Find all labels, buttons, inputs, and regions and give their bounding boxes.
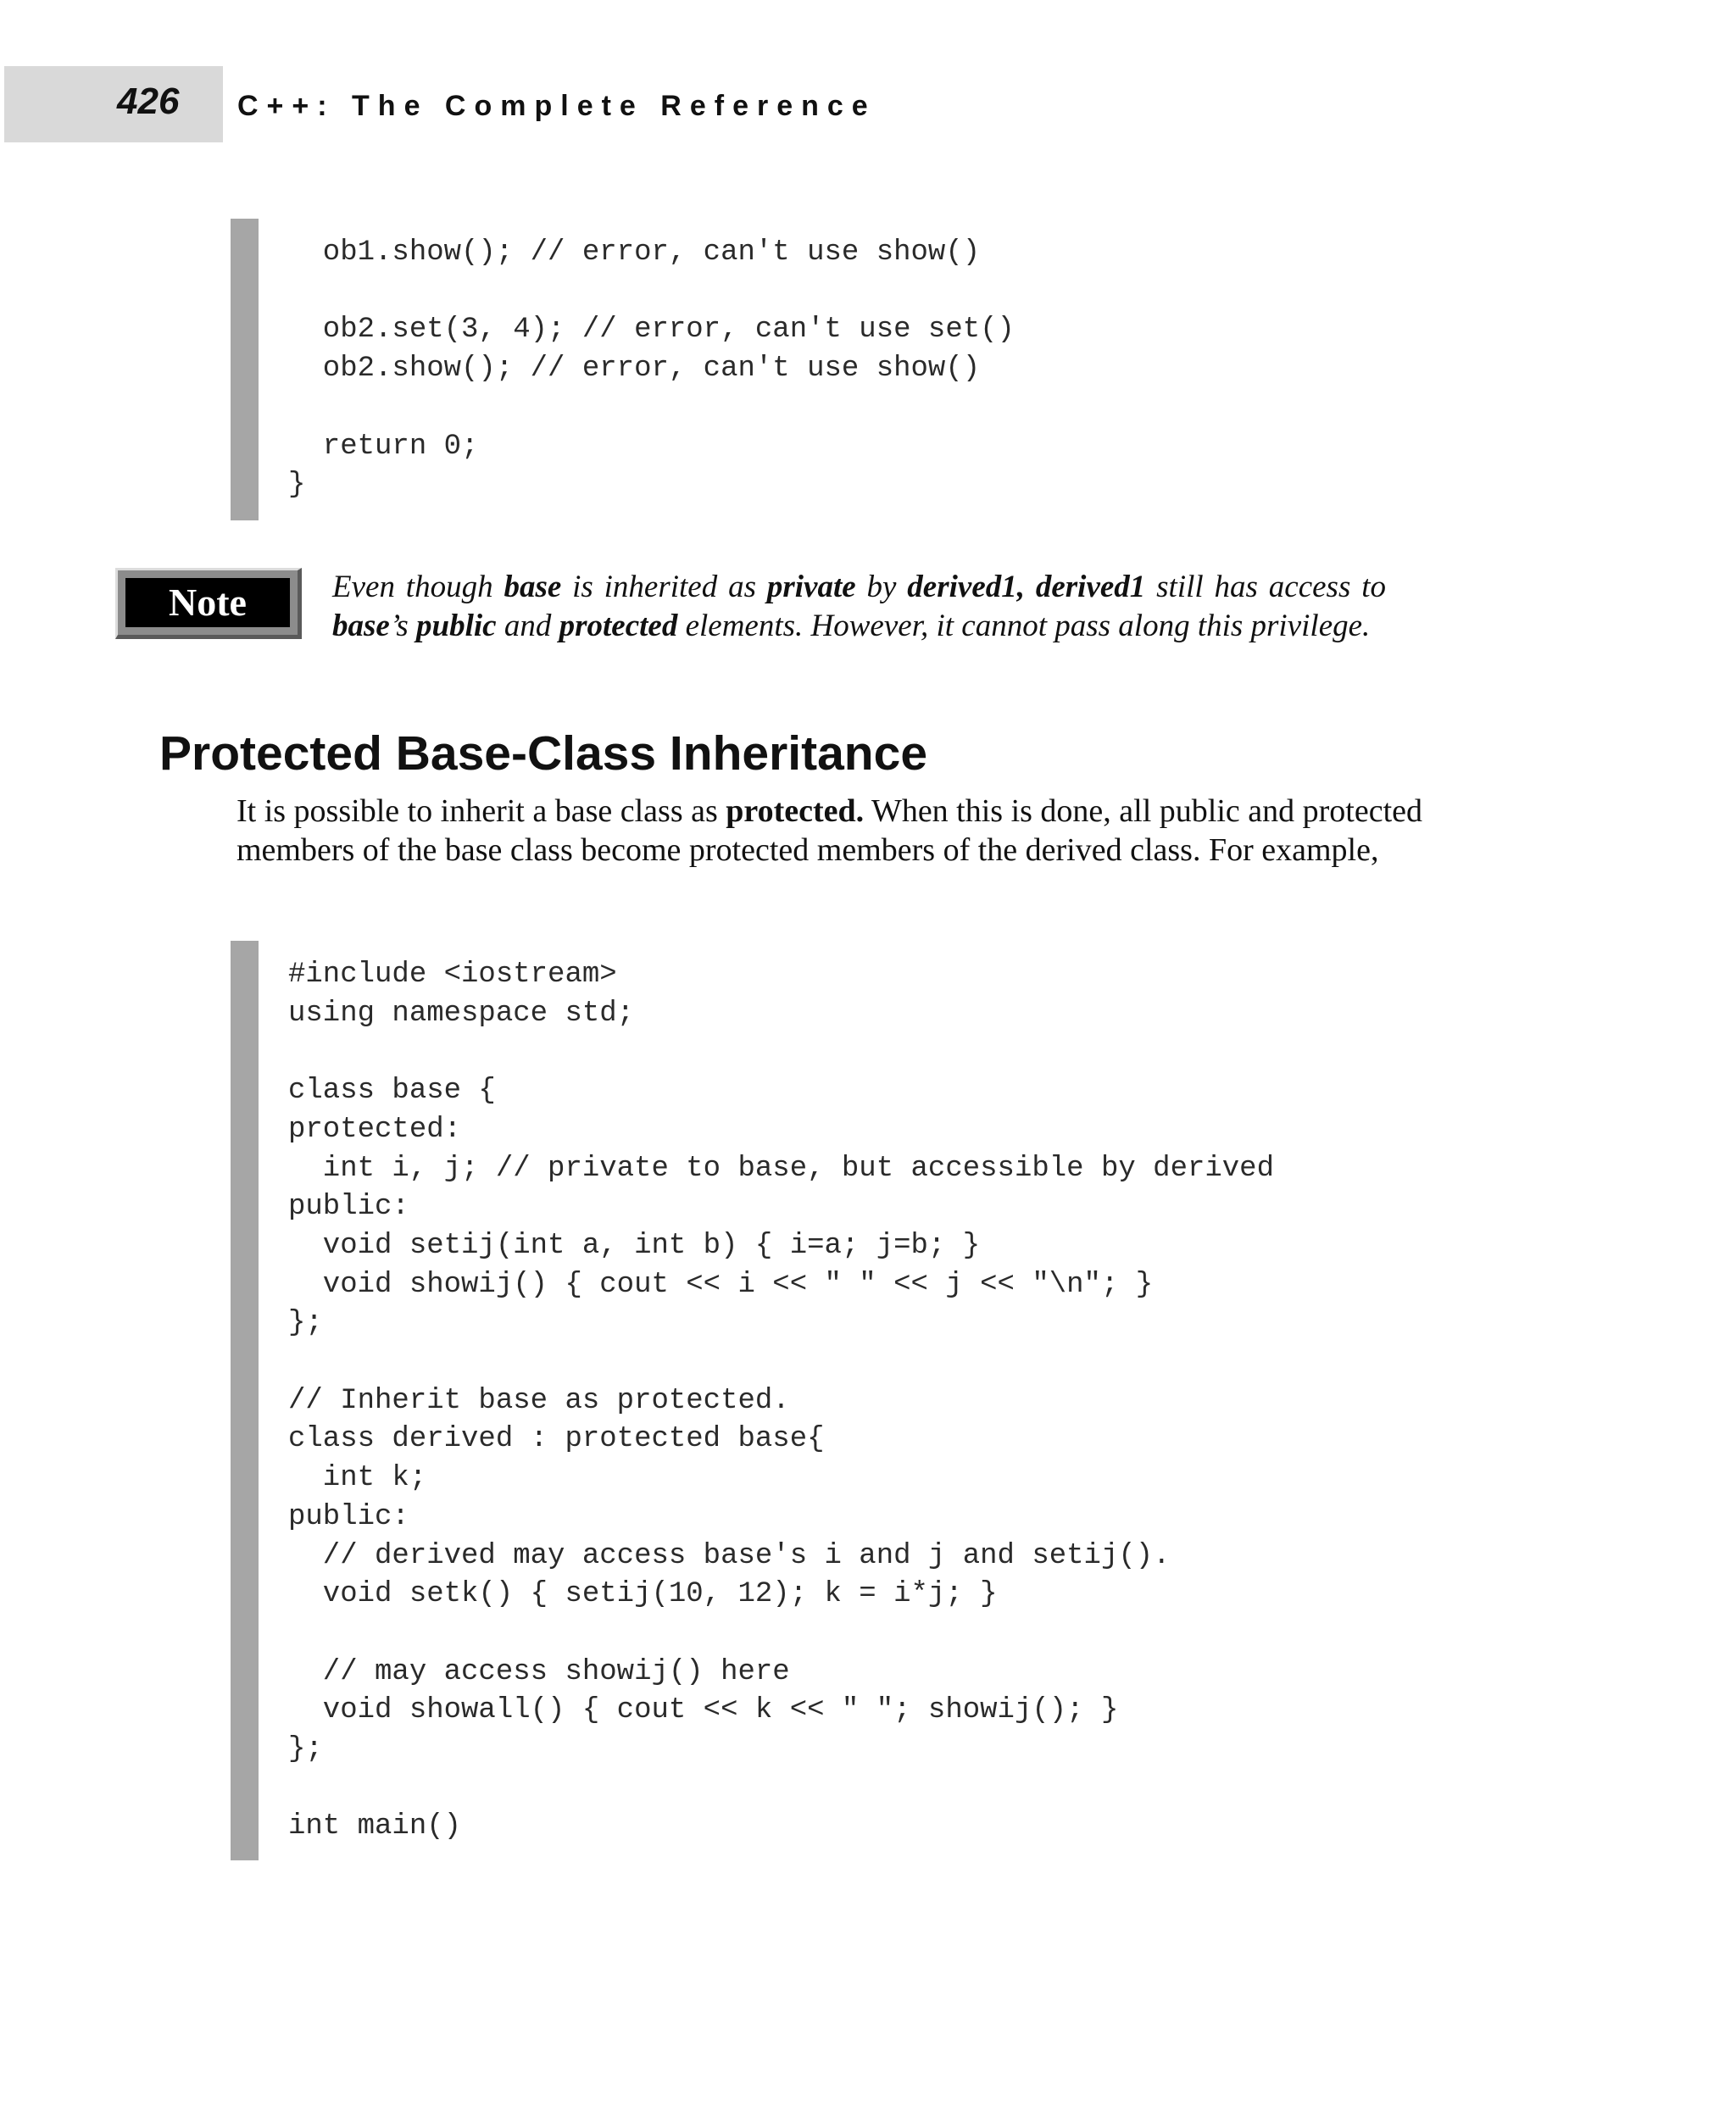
body-text-span: It is possible to inherit a base class as bbox=[236, 793, 726, 829]
note-text-span: ’s bbox=[389, 609, 417, 643]
note-bold-base: base bbox=[332, 609, 390, 643]
code-listing: #include <iostream> using namespace std; class base { protected: int i, j; // private to base, but accessible by derived public: void setij(int a, int b) { i=a; j=b; } void showij() { cout << i << " " << j << "\n"; } }; // Inherit base as protected. class derived : protected base{ int k; public: // derived may access base's i and j and setij(). void setk() { setij(10, 12); k = i*j; } // may access showij() here void showall() { cout << k << " "; showij(); } }; int main() bbox=[288, 959, 1274, 1843]
note-label: Note bbox=[169, 581, 247, 624]
note-bold-base: base bbox=[504, 570, 562, 604]
page-number: 426 bbox=[117, 81, 180, 122]
body-paragraph bbox=[236, 792, 1457, 870]
body-bold-protected: protected. bbox=[726, 793, 865, 829]
note-text bbox=[332, 568, 1386, 646]
code-sidebar-bar bbox=[231, 941, 259, 1860]
note-text-span: still has access to bbox=[1145, 570, 1386, 604]
note-text-span: and bbox=[496, 609, 559, 643]
note-badge bbox=[115, 568, 302, 639]
body-text-span: When this is done, all public and protected members of the base class become protected members of the derived class. For example, bbox=[236, 793, 1422, 868]
note-badge-inner bbox=[125, 578, 290, 627]
note-bold-protected: protected bbox=[559, 609, 678, 643]
note-text-span: is inherited as bbox=[561, 570, 767, 604]
page-number-tab bbox=[4, 66, 223, 142]
code-listing-continued: ob1.show(); // error, can't use show() ob2.set(3, 4); // error, can't use set() ob2.show(); // error, can't use show() return 0; } bbox=[288, 236, 1015, 502]
note-text-span: Even though bbox=[332, 570, 504, 604]
note-text-span: by bbox=[855, 570, 908, 604]
note-bold-private: private bbox=[766, 570, 856, 604]
code-sidebar-bar bbox=[231, 219, 259, 520]
section-heading: Protected Base-Class Inheritance bbox=[159, 726, 928, 781]
note-bold-public: public bbox=[416, 609, 497, 643]
note-text-span: elements. However, it cannot pass along this privilege. bbox=[677, 609, 1371, 643]
note-bold-derived1: derived1, derived1 bbox=[907, 570, 1146, 604]
running-head: C++: The Complete Reference bbox=[237, 90, 876, 122]
